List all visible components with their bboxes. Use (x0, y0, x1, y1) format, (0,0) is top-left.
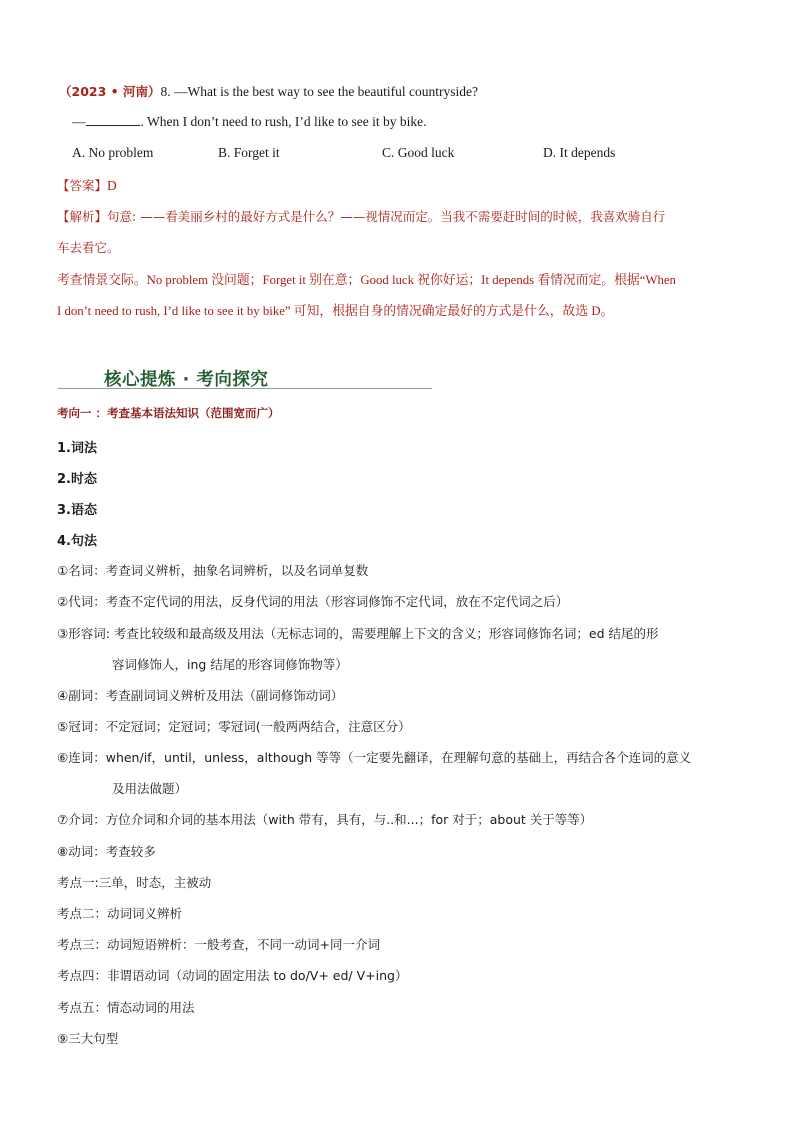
question-stem: 8. —What is the best way to see the beautiful countryside? (160, 84, 479, 99)
direction-title: 考向一 ：考查基本语法知识（范围宽而广） (57, 406, 280, 420)
item-sentence-patterns: ⑨三大句型 (57, 1031, 119, 1046)
item-verb: ⑧动词：考查较多 (57, 844, 156, 859)
point-2: 考点二：动词词义辨析 (57, 906, 183, 921)
option-c: C. Good luck (382, 145, 455, 160)
numbered-3: 3.语态 (57, 503, 97, 518)
item-conjunction-cont: 及用法做题） (112, 781, 188, 796)
numbered-2: 2.时态 (57, 472, 97, 487)
reply-prefix: — (72, 114, 86, 129)
answer-line (57, 176, 117, 194)
numbered-4: 4.句法 (57, 534, 97, 549)
item-article: ⑤冠词：不定冠词；定冠词；零冠词(一般两两结合，注意区分） (57, 719, 411, 734)
point-3: 考点三：动词短语辨析：一般考查，不同一动词+同一介词 (57, 937, 380, 952)
item-adjective-cont: 容词修饰人，ing 结尾的形容词修饰物等） (112, 657, 348, 672)
option-b: B. Forget it (218, 145, 280, 160)
item-adverb: ④副词：考查副词词义辨析及用法（副词修饰动词） (57, 688, 344, 703)
answer-value: D (107, 178, 117, 193)
answer-label: 【答案】 (57, 178, 108, 193)
numbered-1: 1.词法 (57, 441, 97, 456)
option-a: A. No problem (72, 145, 154, 160)
point-4: 考点四：非谓语动词（动词的固定用法 to do/V+ ed/ V+ing） (57, 968, 408, 983)
analysis-line-4: I don’t need to rush, I’d like to see it by bike” 可知，根据自身的情况确定最好的方式是什么，故选 D。 (57, 304, 614, 318)
option-d: D. It depends (543, 145, 616, 160)
point-1: 考点一:三单，时态，主被动 (57, 875, 212, 890)
analysis-text-1: 句意: ——看美丽乡村的最好方式是什么？——视情况而定。当我不需要赶时间的时候，我喜欢骑自行 (107, 209, 666, 224)
question-reply-line (72, 113, 426, 130)
question-stem-line (59, 82, 478, 100)
analysis-line-3: 考查情景交际。No problem 没问题；Forget it 别在意；Good luck 祝你好运；It depends 看情况而定。根据“When (57, 273, 676, 287)
item-pronoun: ②代词：考查不定代词的用法，反身代词的用法（形容词修饰不定代词，放在不定代词之后） (57, 594, 569, 609)
analysis-line-2: 车去看它。 (57, 240, 120, 255)
answer-blank (86, 113, 140, 126)
reply-rest: . When I don’t need to rush, I’d like to see it by bike. (140, 114, 427, 129)
section-heading (58, 366, 432, 389)
analysis-line-1 (57, 207, 665, 225)
item-preposition: ⑦介词：方位介词和介词的基本用法（with 带有，具有，与..和...；for 对于；about 关于等等） (57, 812, 593, 827)
item-adjective: ③形容词: 考查比较级和最高级及用法（无标志词的，需要理解上下文的含义；形容词修饰名词；ed 结尾的形 (57, 626, 659, 641)
item-conjunction: ⑥连词：when/if，until，unless，although 等等（一定要先翻译，在理解句意的基础上，再结合各个连词的意义 (57, 750, 692, 765)
point-5: 考点五：情态动词的用法 (57, 1000, 195, 1015)
section-heading-text: 核心提炼 · 考向探究 (104, 370, 269, 390)
question-source: （2023 • 河南） (59, 84, 161, 99)
item-noun: ①名词：考查词义辨析，抽象名词辨析，以及名词单复数 (57, 563, 369, 578)
analysis-label: 【解析】 (57, 209, 108, 224)
